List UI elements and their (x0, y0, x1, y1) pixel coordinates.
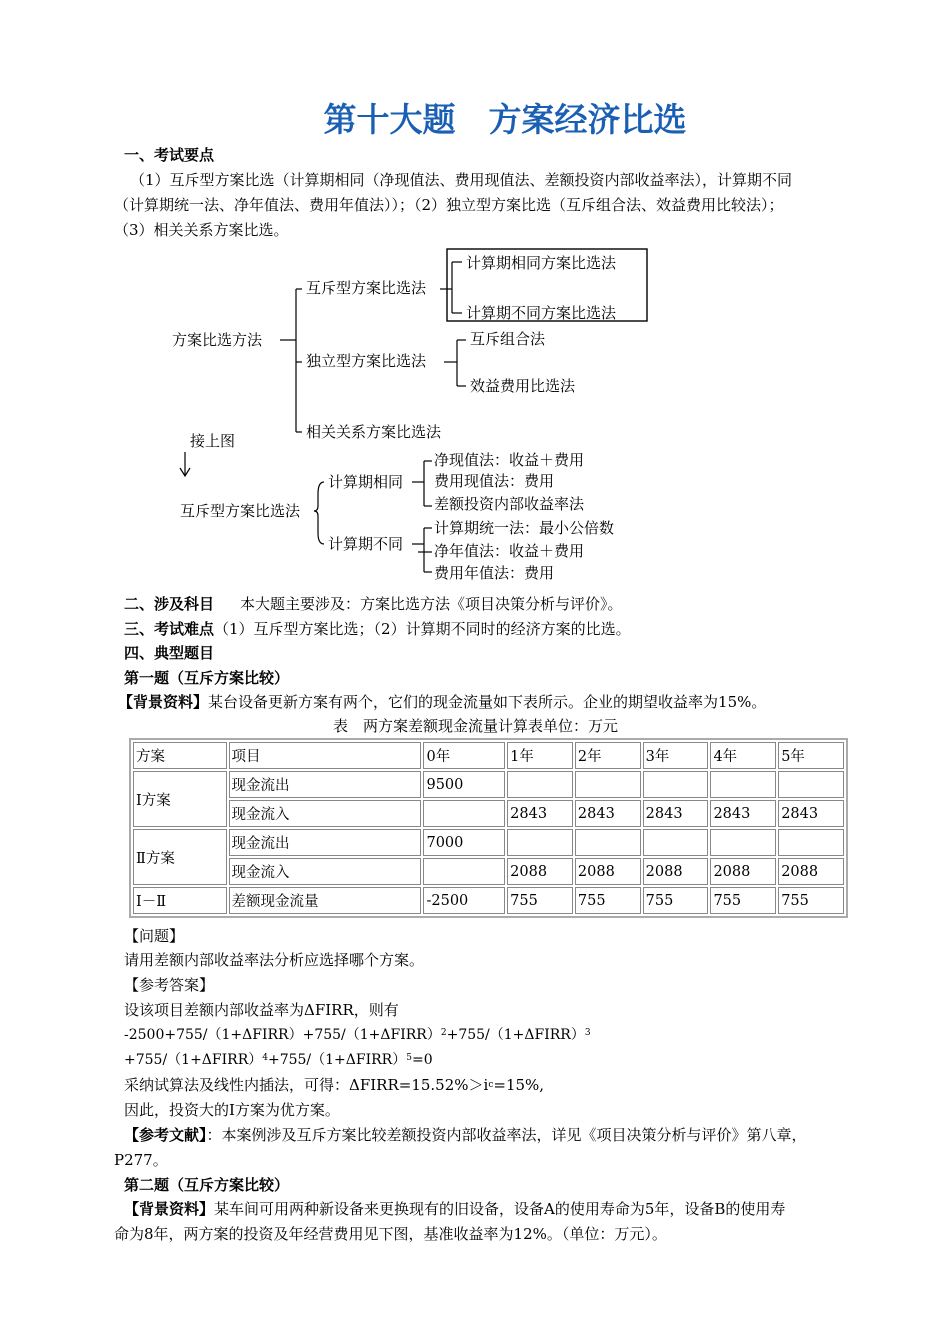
eq-part: 采纳试算法及线性内插法，可得：ΔFIRR=15.52%＞i (124, 1076, 489, 1094)
q1-reference (124, 1125, 807, 1145)
section-2-heading: 二、涉及科目 (124, 595, 215, 613)
table-cell: 755 (643, 887, 709, 914)
q1-reference-page: P277。 (114, 1151, 168, 1169)
subscript: c (488, 1080, 494, 1090)
exponent: 2 (440, 1028, 447, 1038)
section-1-para-line-2: （计算期统一法、净年值法、费用年值法））；（2）独立型方案比选（互斥组合法、效益费用比较法）； (114, 196, 784, 214)
table-row (133, 771, 844, 798)
section-3-heading: 三、考试难点 (124, 620, 215, 638)
section-3-text: （1）互斥型方案比选；（2）计算期不同时的经济方案的比选。 (214, 620, 631, 638)
q1-answer-label: 【参考答案】 (124, 976, 215, 994)
exponent: 4 (262, 1053, 268, 1063)
q1-bg-label: 【背景资料】 (118, 693, 209, 711)
tree-branch-related: 相关关系方案比选法 (306, 423, 442, 441)
table-cell (778, 829, 844, 856)
q1-equation-line-1 (124, 1025, 591, 1045)
table-cell-item: 现金流出 (229, 829, 422, 856)
tree-leaf-exclusive-combination: 互斥组合法 (470, 330, 546, 348)
tree2-branch-same: 计算期相同 (328, 473, 404, 491)
table-header-cell: 1年 (507, 742, 573, 769)
table-cell (507, 829, 573, 856)
table-cell: 2088 (575, 858, 641, 885)
table-cell: 2843 (710, 800, 776, 827)
table-cell: -2500 (423, 887, 505, 914)
q2-bg-label: 【背景资料】 (124, 1200, 215, 1218)
table-cell-item: 现金流出 (229, 771, 422, 798)
q1-bg-text: 某台设备更新方案有两个，它们的现金流量如下表所示。企业的期望收益率为15%。 (208, 693, 767, 711)
q2-background-line-2: 命为8年，两方案的投资及年经营费用见下图，基准收益率为12%。（单位：万元）。 (114, 1225, 667, 1243)
table-header-cell: 2年 (575, 742, 641, 769)
table-row-difference (133, 887, 844, 914)
table-cell (507, 771, 573, 798)
eq-part: =15%, (493, 1076, 545, 1094)
table-cell: 755 (507, 887, 573, 914)
table-cell: 7000 (423, 829, 505, 856)
eq-part: +755/（1+ΔFIRR） (446, 1027, 585, 1043)
tree2-root: 互斥型方案比选法 (180, 502, 301, 520)
tree-root: 方案比选方法 (172, 331, 263, 349)
table-row (133, 829, 844, 856)
table-row (133, 858, 844, 885)
tree2-same-item: 差额投资内部收益率法 (434, 495, 585, 513)
table-header-cell: 项目 (229, 742, 422, 769)
table-header-cell: 5年 (778, 742, 844, 769)
tree2-diff-item: 计算期统一法：最小公倍数 (434, 519, 615, 537)
q1-table-caption: 表 两方案差额现金流量计算表单位：万元 (333, 717, 619, 735)
cash-flow-table (129, 738, 848, 918)
table-cell: 2843 (643, 800, 709, 827)
q1-equation-line-2 (124, 1050, 433, 1070)
table-header-cell: 3年 (643, 742, 709, 769)
table-cell (710, 771, 776, 798)
table-cell: 2843 (575, 800, 641, 827)
table-cell-scheme: Ⅱ方案 (133, 829, 227, 885)
tree2-diff-item: 费用年值法：费用 (434, 564, 555, 582)
table-cell (778, 771, 844, 798)
eq-part: -2500+755/（1+ΔFIRR）+755/（1+ΔFIRR） (124, 1027, 441, 1043)
table-cell: 2088 (643, 858, 709, 885)
table-row (133, 800, 844, 827)
q1-heading: 第一题（互斥方案比较） (124, 669, 290, 687)
tree2-same-item: 费用现值法：费用 (434, 472, 555, 490)
tree-leaf-benefit-cost: 效益费用比选法 (470, 377, 576, 395)
table-cell: 2843 (507, 800, 573, 827)
table-cell-item: 差额现金流量 (229, 887, 422, 914)
table-cell (643, 771, 709, 798)
eq-part: +755/（1+ΔFIRR） (267, 1052, 407, 1068)
tree-leaf-different-period: 计算期不同方案比选法 (466, 304, 617, 322)
section-2-text: 本大题主要涉及：方案比选方法《项目决策分析与评价》。 (240, 595, 623, 613)
section-2 (124, 594, 623, 614)
q2-background-line-1 (124, 1199, 785, 1219)
method-tree-diagram (0, 0, 950, 600)
q2-heading: 第二题（互斥方案比较） (124, 1176, 290, 1194)
page-title: 第十大题 方案经济比选 (323, 100, 687, 139)
tree-leaf-same-period: 计算期相同方案比选法 (466, 254, 617, 272)
table-cell: 2088 (507, 858, 573, 885)
tree-branch-mutually-exclusive: 互斥型方案比选法 (306, 279, 427, 297)
table-cell (575, 771, 641, 798)
tree2-branch-different: 计算期不同 (328, 535, 404, 553)
tree-branch-independent: 独立型方案比选法 (306, 352, 427, 370)
q1-ref-text: ：本案例涉及互斥方案比较差额投资内部收益率法，详见《项目决策分析与评价》第八章， (206, 1126, 807, 1144)
q1-ref-label: 【参考文献】 (124, 1126, 207, 1144)
q1-answer-line-3: 因此，投资大的Ⅰ方案为优方案。 (124, 1101, 340, 1119)
table-cell-scheme: Ⅰ方案 (133, 771, 227, 827)
table-cell: 2088 (710, 858, 776, 885)
table-header-cell: 0年 (423, 742, 505, 769)
exponent: 5 (406, 1053, 412, 1063)
section-1-para-line-1: （1）互斥型方案比选（计算期相同（净现值法、费用现值法、差额投资内部收益率法），计算期不同 (130, 171, 793, 189)
table-cell: 9500 (423, 771, 505, 798)
table-cell (575, 829, 641, 856)
diagram-continued-note: 接上图 (190, 432, 236, 450)
section-4-heading: 四、典型题目 (124, 644, 215, 662)
table-cell (643, 829, 709, 856)
section-3 (124, 619, 631, 639)
eq-part: +755/（1+ΔFIRR） (124, 1052, 263, 1068)
table-cell: 2843 (778, 800, 844, 827)
q1-background (118, 692, 766, 712)
q1-question: 请用差额内部收益率法分析应选择哪个方案。 (124, 951, 425, 969)
table-cell-item: 现金流入 (229, 858, 422, 885)
table-header-row (133, 742, 844, 769)
section-1-para-line-3: （3）相关关系方案比选。 (114, 221, 289, 239)
tree2-same-item: 净现值法：收益＋费用 (434, 451, 585, 469)
q2-bg-text: 某车间可用两种新设备来更换现有的旧设备，设备A的使用寿命为5年，设备B的使用寿 (214, 1200, 786, 1218)
q1-answer-line-1: 设该项目差额内部收益率为ΔFIRR，则有 (124, 1001, 399, 1019)
q1-question-label: 【问题】 (124, 927, 185, 945)
table-cell: 2088 (778, 858, 844, 885)
table-cell: 755 (710, 887, 776, 914)
exponent: 3 (584, 1028, 591, 1038)
table-header-cell: 方案 (133, 742, 227, 769)
table-cell (423, 800, 505, 827)
eq-part: =0 (411, 1052, 433, 1068)
table-header-cell: 4年 (710, 742, 776, 769)
table-cell-scheme: Ⅰ－Ⅱ (133, 887, 227, 914)
table-cell (710, 829, 776, 856)
table-cell: 755 (575, 887, 641, 914)
table-cell-item: 现金流入 (229, 800, 422, 827)
table-cell: 755 (778, 887, 844, 914)
section-1-heading: 一、考试要点 (124, 146, 215, 164)
q1-answer-line-2 (124, 1075, 544, 1095)
table-cell (423, 858, 505, 885)
tree2-diff-item: 净年值法：收益＋费用 (434, 542, 585, 560)
